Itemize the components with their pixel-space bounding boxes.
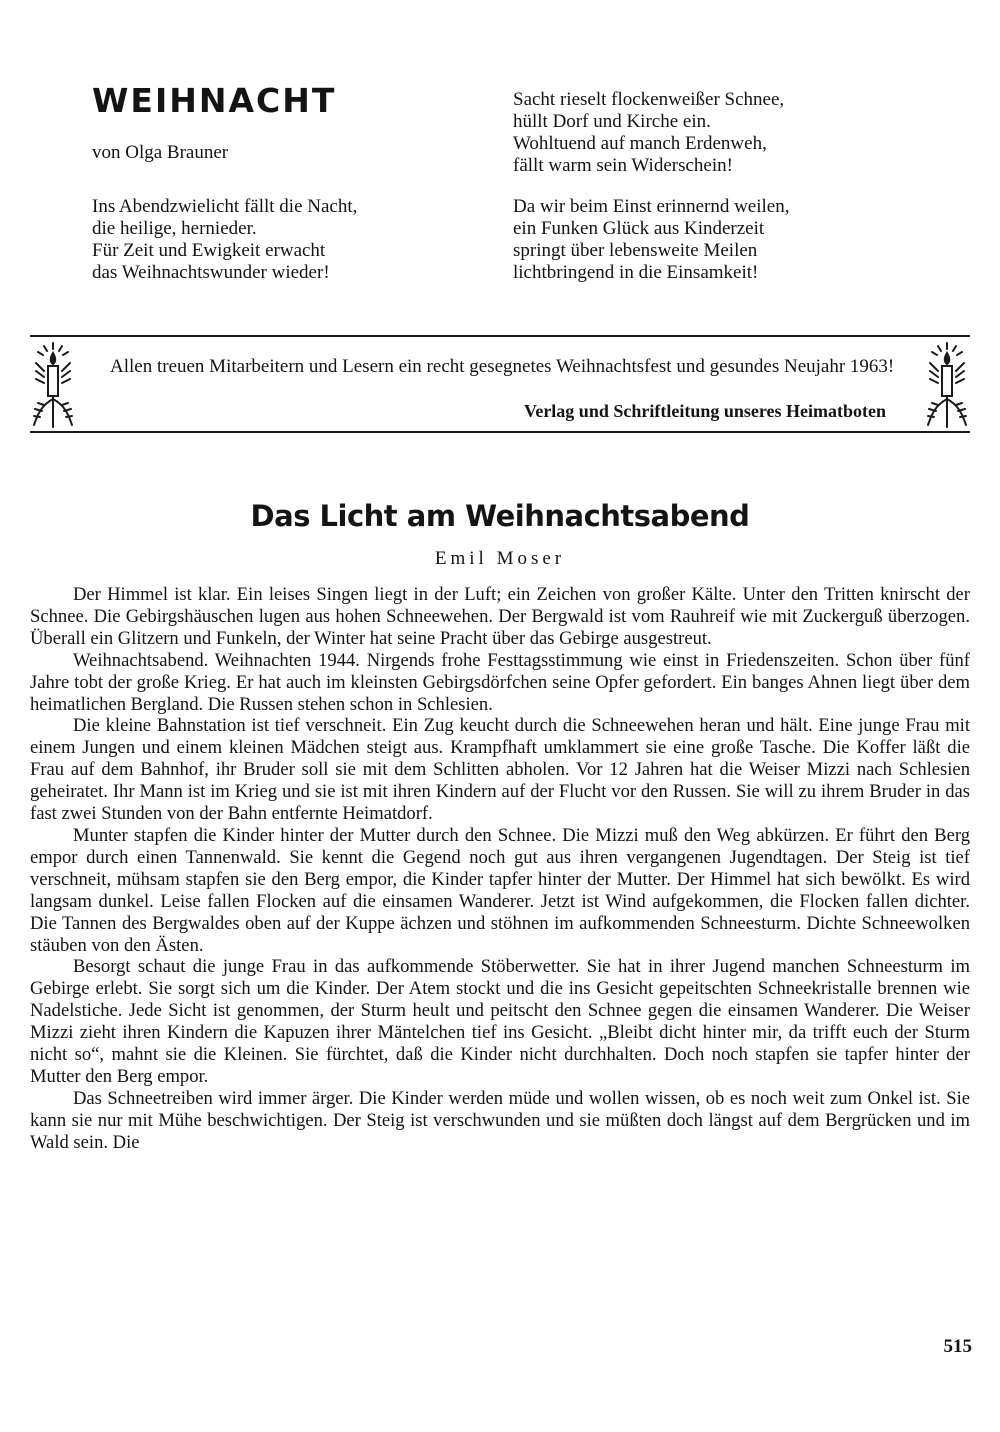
story-paragraph: Besorgt schaut die junge Frau in das aufkommende Stöberwetter. Sie hat in ihrer Jugend manchen Schneesturm im Gebirge erlebt. Sie sorgt sich um die Kinder. Der Atem stockt und die ins Gesicht gepeitschten Schneekristalle brennen wie Nadelstiche. Jede Sicht ist genommen, der Sturm heult und peitscht den Schnee gegen die einsamen Wanderer. Die Weiser Mizzi zieht ihren Kindern die Kapuzen ihrer Mäntelchen tief ins Gesicht. „Bleibt dicht hinter mir, da trifft euch der Sturm nicht so“, mahnt sie die Kleinen. Sie fürchtet, daß die Kinder nicht durchhalten. Doch noch stapfen sie tapfer hinter der Mutter den Berg empor. bbox=[30, 956, 970, 1087]
poem-stanza-2: Sacht rieselt flockenweißer Schnee, hüllt Dorf und Kirche ein. Wohltuend auf manch Erdenweh, fällt warm sein Widerschein! bbox=[513, 89, 785, 176]
story-paragraph: Die kleine Bahnstation ist tief verschneit. Ein Zug keucht durch die Schneewehen heran und hält. Eine junge Frau mit einem Jungen und einem kleinen Mädchen steigt aus. Krampfhaft umklammert sie eine große Tasche. Die Koffer läßt die Frau auf dem Bahnhof, ihr Bruder soll sie mit dem Schlitten abholen. Vor 12 Jahren hat die Weiser Mizzi nach Schlesien geheiratet. Ihr Mann ist im Krieg und sie ist mit ihren Kindern auf der Flucht vor den Russen. Sie will zu ihrem Bruder in das fast zwei Stunden von der Bahn entfernte Heimatdorf. bbox=[30, 715, 970, 825]
story-paragraph: Weihnachtsabend. Weihnachten 1944. Nirgends frohe Festtagsstimmung wie einst in Friedenszeiten. Schon über fünf Jahre tobt der große Krieg. Er hat auch im kleinsten Gebirgsdörfchen seine Opfer gefordert. Ein banges Ahnen liegt über dem heimatlichen Bergland. Die Russen stehen schon in Schlesien. bbox=[30, 649, 970, 715]
candle-ornament-icon bbox=[30, 341, 76, 429]
poem-title: WEIHNACHT bbox=[92, 81, 337, 120]
page-number: 515 bbox=[943, 1336, 972, 1357]
story-body bbox=[30, 584, 970, 1154]
poem-stanza-1: Ins Abendzwielicht fällt die Nacht, die heilige, hernieder. Für Zeit und Ewigkeit erwacht das Weihnachtswunder wieder! bbox=[92, 196, 358, 283]
greeting-signature: Verlag und Schriftleitung unseres Heimatboten bbox=[523, 401, 886, 421]
greeting-box bbox=[30, 335, 970, 433]
story-paragraph: Das Schneetreiben wird immer ärger. Die Kinder werden müde und wollen wissen, ob es noch weit zum Onkel ist. Sie kann sie nur mit Mühe beschwichtigen. Der Steig ist verschwunden und sie müßten doch längst auf dem Bergrücken und im Wald sein. Die bbox=[30, 1087, 970, 1153]
poem-stanza-3: Da wir beim Einst erinnernd weilen, ein Funken Glück aus Kinderzeit springt über lebensweite Meilen lichtbringend in die Einsamkeit! bbox=[513, 196, 790, 283]
story-paragraph: Der Himmel ist klar. Ein leises Singen liegt in der Luft; ein Zeichen von großer Kälte. Unter den Tritten knirscht der Schnee. Die Gebirgshäuschen lugen aus hohen Schneewehen. Der Bergwald ist vom Rauhreif wie mit Zuckerguß überzogen. Überall ein Glitzern und Funkeln, der Winter hat seine Pracht über das Gebirge ausgestreut. bbox=[30, 584, 970, 649]
greeting-text: Allen treuen Mitarbeitern und Lesern ein recht gesegnetes Weihnachtsfest und gesundes Neujahr 1963! bbox=[110, 356, 895, 377]
candle-ornament-icon bbox=[924, 341, 970, 429]
story-paragraph: Munter stapfen die Kinder hinter der Mutter durch den Schnee. Die Mizzi muß den Weg abkürzen. Er führt den Berg empor durch einen Tannenwald. Sie kennt die Gegend noch gut aus ihren vergangenen Jugendtagen. Der Steig ist tief verschneit, mühsam stapfen sie den Berg empor, die Kinder tapfer hinter der Mutter. Der Himmel hat sich bewölkt. Es wird langsam dunkel. Leise fallen Flocken auf die einsamen Wanderer. Jetzt ist Wind aufgekommen, die Flocken fallen dichter. Die Tannen des Bergwaldes oben auf der Kuppe ächzen und stöhnen im aufkommenden Schneesturm. Dichte Schneewolken stäuben von den Ästen. bbox=[30, 824, 970, 956]
story-title: Das Licht am Weihnachtsabend bbox=[250, 499, 750, 533]
poem-author: von Olga Brauner bbox=[92, 142, 229, 163]
story-author: Emil Moser bbox=[434, 548, 566, 569]
